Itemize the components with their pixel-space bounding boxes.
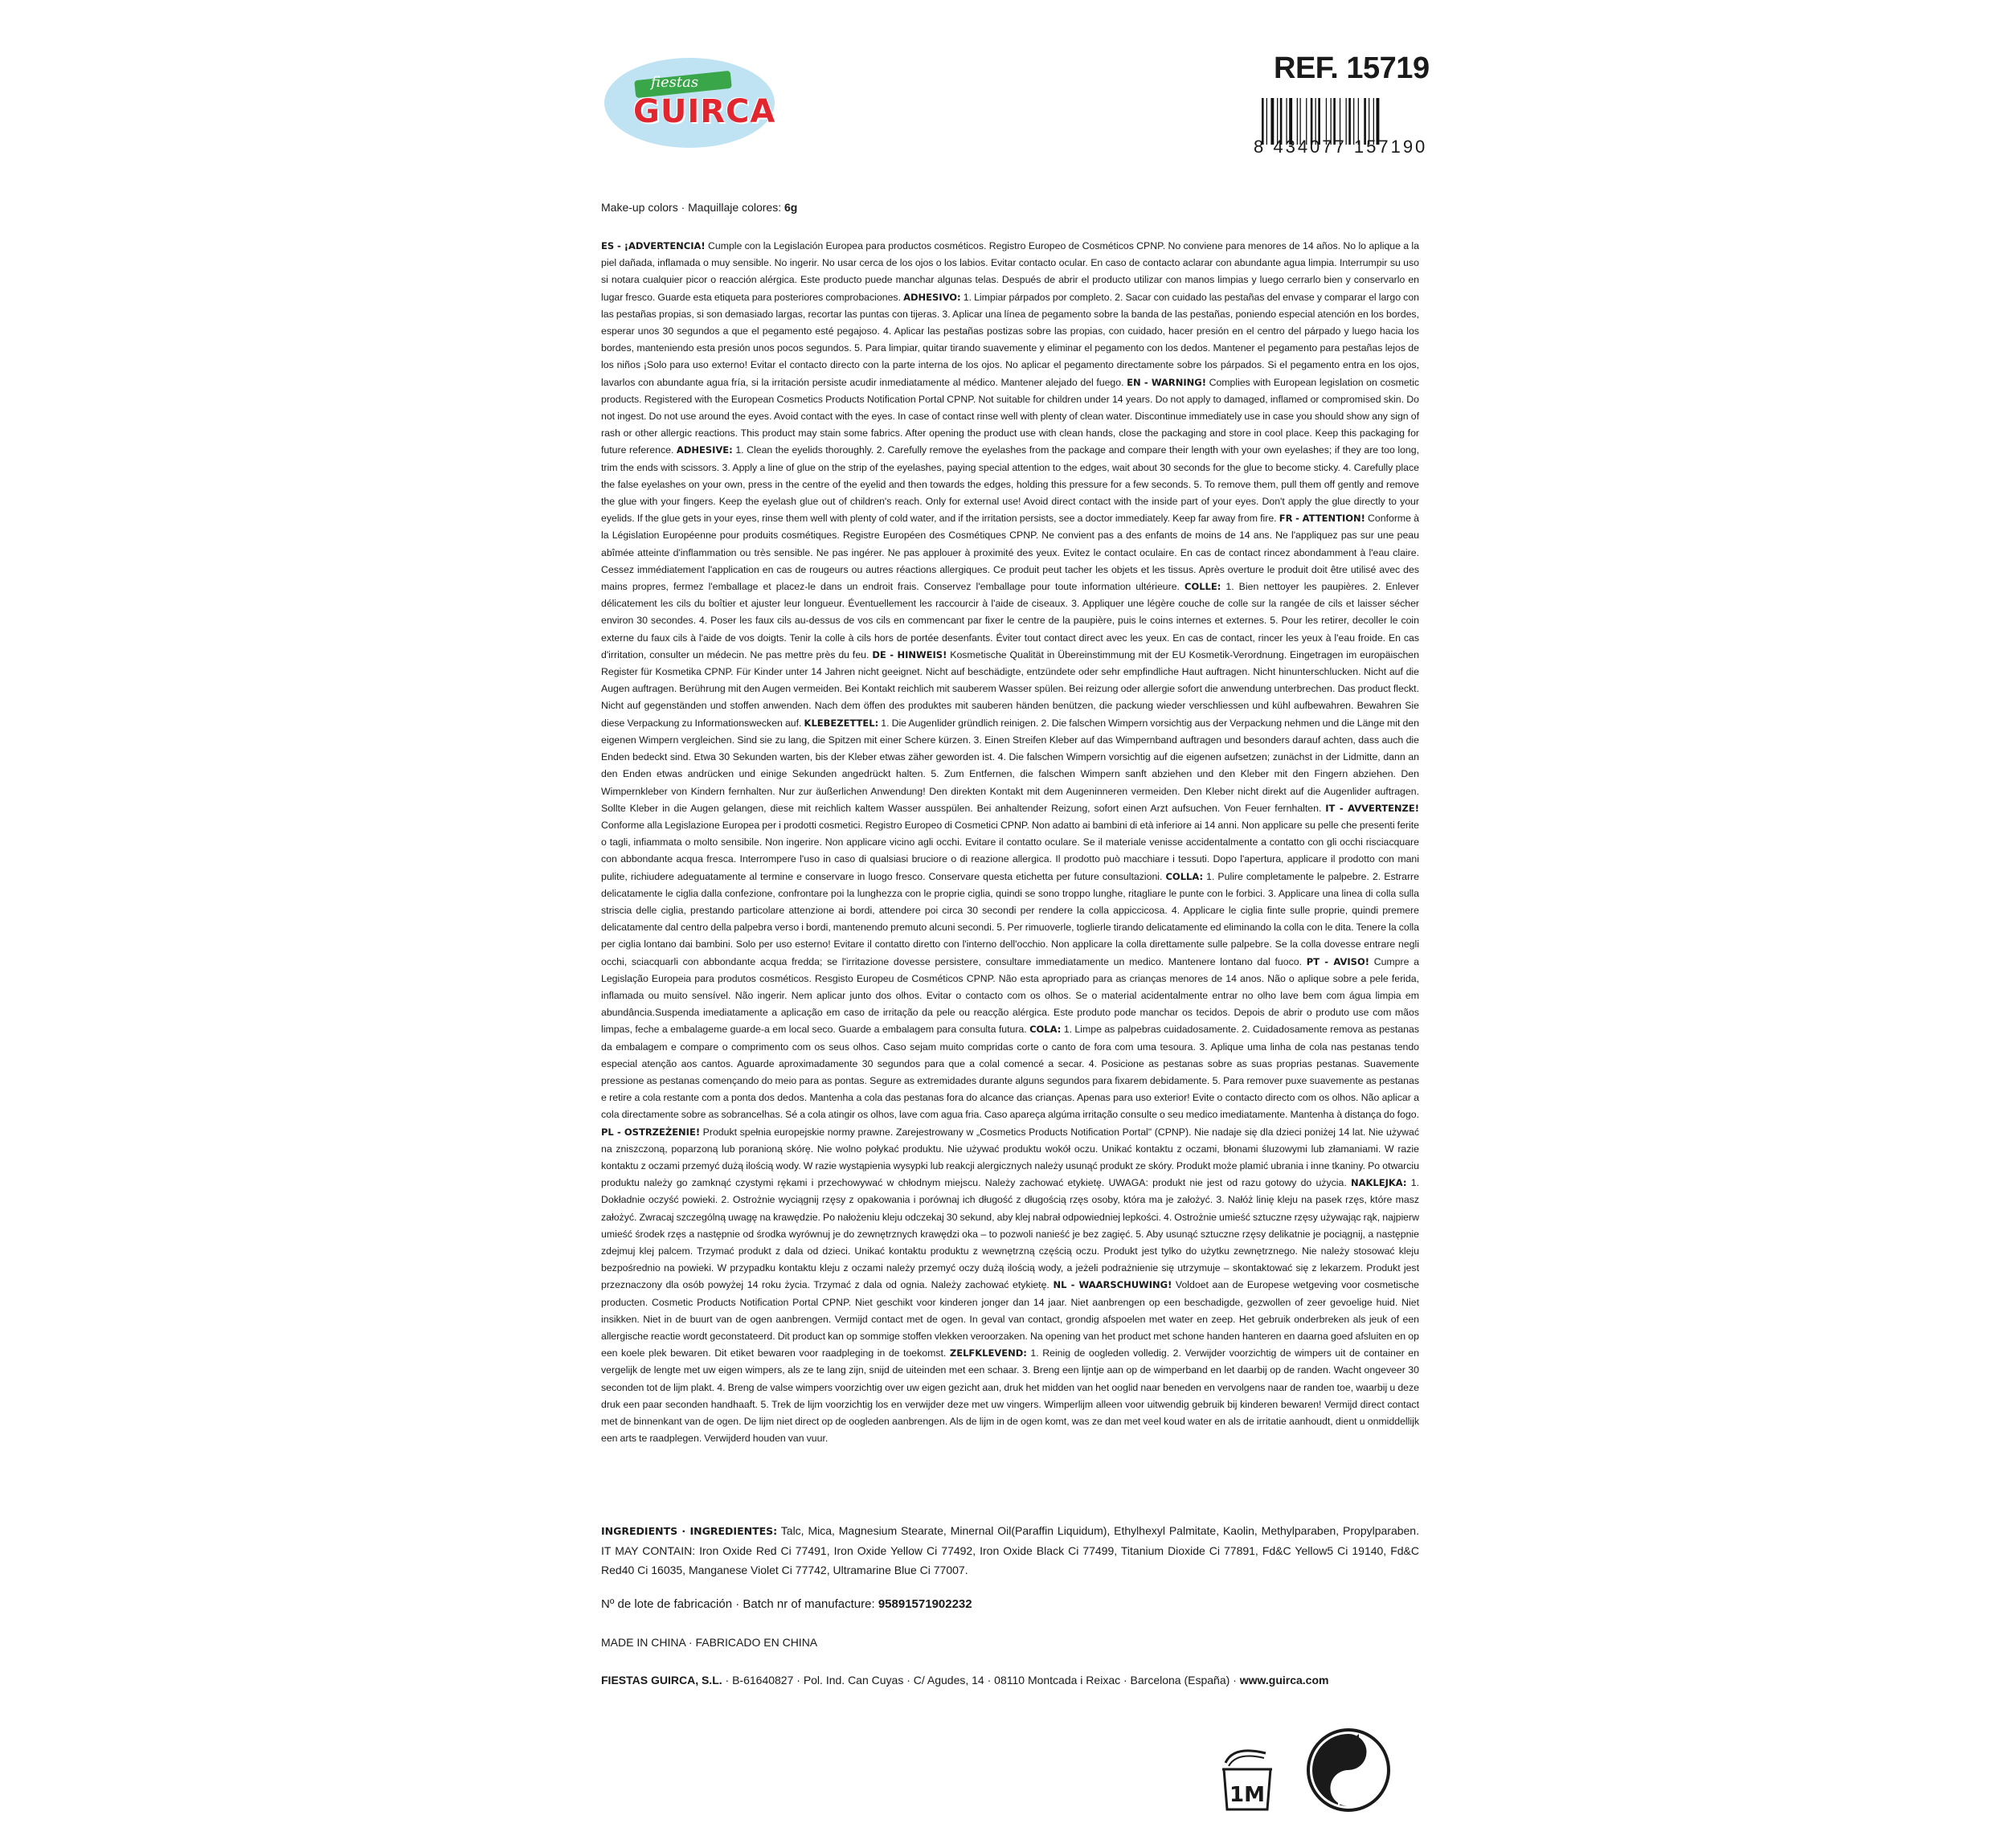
- warning-text: Cumpre a Legislação Europeia para produtos cosméticos. Resgisto Europeu de Cosméticos CPNP. Não esta apropriado para as crianças menores de 14 anos. Não o aplique sobre a pele ferida, inflamada ou muito sensível. Não ingerir. Nem aplicar junto dos olhos. Evitar o contacto com os olhos. Se o material acidentalmente entrar no olho lave bem com água limpia em abundância.Suspenda imediatamente a aplicação em caso de irritação da pele ou reacção alérgica. Este produto pode manchar os tecidos. Depois de abrir o produto use com mãos limpas, feche a embalageme guarde-a em local seco. Guarde a embalagem para consulta futura.: [601, 955, 1419, 1036]
- reference-number: REF. 15719: [1274, 51, 1430, 85]
- warning-text: Cumple con la Legislación Europea para productos cosméticos. Registro Europeo de Cosméticos CPNP. No conviene para menores de 14 años. No lo aplique a la piel dañada, inflamada o muy sensible. No ingerir. No usar cerca de los ojos o los labios. Evitar contacto ocular. En caso de contacto aclarar con abundante agua limpia. Interrumpir su uso si notara cualquier picor o reacción alérgica. Este producto puede manchar algunas telas. Después de abrir el producto utilizar con manos limpias y luego cerrarlo bien y conservarlo en lugar fresco. Guarde esta etiqueta para posteriores comprobaciones.: [601, 240, 1419, 303]
- guirca-logo: [604, 58, 775, 148]
- warnings-text-block: [601, 238, 1419, 1447]
- warning-heading: PL - OSTRZEŻENIE!: [601, 1126, 701, 1138]
- warning-text: Complies with European legislation on cosmetic products. Registered with the European Cosmetics Products Notification Portal CPNP. Not suitable for children under 14 years. Do not apply to damaged, inflamed or compromised skin. Do not ingest. Do not use around the eyes. Avoid contact with the eyes. In case of contact rinse well with plenty of clean water. Discontinue immediately use in case you should show any sign of rash or other allergic reactions. This product may stain some fabrics. After opening the product use with clean hands, close the packaging and store in cool place. Keep this packaging for future reference.: [601, 376, 1419, 456]
- makeup-colors-line: [601, 201, 797, 214]
- warning-heading: IT - AVVERTENZE!: [1325, 802, 1419, 814]
- warning-heading: NAKLEJKA:: [1350, 1177, 1407, 1189]
- warning-text: Conforme à la Législation Européenne pour produits cosmétiques. Registre Européen des Cosmétiques CPNP. Ne convient pas a des enfants de moins de 14 ans. Ne l'appliquez pas sur une peau abîmée atteinte d'inflammation ou très sensible. Ne pas ingérer. Ne pas applouer à proximité des yeux. Evitez le contact oculaire. En cas de contact rincez abondamment à l'eau claire. Cessez immédiatement l'application en cas de rougeurs ou autres réactions allergiques. Ce produit peut tacher les objets et les tissus. Après overture le produit doit être utilisé avec des mains propres, fermez l'emballage et placez-le dans un endroit frais. Conservez l'emballage pour toute information ultérieure.: [601, 513, 1419, 593]
- warning-heading: ZELFKLEVEND:: [949, 1347, 1027, 1359]
- logo-top-text: fiestas: [651, 74, 699, 91]
- batch-number-line: [601, 1597, 972, 1611]
- warning-heading: DE - HINWEIS!: [872, 648, 947, 660]
- warning-heading: PT - AVISO!: [1306, 955, 1369, 967]
- warning-heading: KLEBEZETTEL:: [804, 717, 879, 729]
- green-dot-recycle-icon: [1306, 1727, 1391, 1813]
- batch-value: 95891571902232: [878, 1597, 972, 1611]
- ingredients-block: [601, 1521, 1419, 1580]
- company-web: www.guirca.com: [1239, 1674, 1329, 1687]
- warning-text: 1. Clean the eyelids thoroughly. 2. Carefully remove the eyelashes from the package and compare their length with your own eyelashes; if they are too long, trim the ends with scissors. 3. Apply a line of glue on the strip of the eyelashes, paying special attention to the edges, wait about 30 seconds for the glue to become sticky. 4. Carefully place the false eyelashes on your own, press in the centre of the eyelid and then towards the edges, holding this pressure for a few seconds. 5. To remove them, pull them off gently and remove the glue with your fingers. Keep the eyelash glue out of children's reach. Only for external use! Avoid direct contact with the inside part of your eyes. Don't apply the glue directly to your eyelids. If the glue gets in your eyes, rinse them well with plenty of cold water, and if the irritation persists, see a doctor immediately. Keep far away from fire.: [601, 444, 1420, 525]
- ingredients-text: Talc, Mica, Magnesium Stearate, Minernal Oil(Paraffin Liquidum), Ethylhexyl Palmitate, Kaolin, Methylparaben, Propylparaben. IT MAY CONTAIN: Iron Oxide Red Ci 77491, Iron Oxide Yellow Ci 77492, Iron Oxide Black Ci 77499, Titanium Dioxide Ci 77891, Fd&C Yellow5 Ci 19140, Fd&C Red40 Ci 16035, Manganese Violet Ci 77742, Ultramarine Blue Ci 77007.: [601, 1524, 1419, 1576]
- warning-text: Kosmetische Qualität in Übereinstimmung mit der EU Kosmetik-Verordnung. Eingetragen im europäischen Register für Kosmetika CPNP. Für Kinder unter 14 Jahren nicht geeignet. Nicht auf beschädigte, entzündete oder sehr empfindliche Haut auftragen. Nicht hinunterschlucken. Nicht auf die Augen auftragen. Berührung mit den Augen vermeiden. Bei Kontakt reichlich mit sauberem Wasser spülen. Bei reizung oder allergie sofort die anwendung unterbrechen. Das product fleckt. Nicht auf gegenständen und stoffen anwenden. Nach dem öffen des produktes mit sauberen händen benützen, die packung wieder verschliessen und kühl aufbewahren. Bewahren Sie diese Verpackung zu Informationswecken auf.: [601, 648, 1419, 729]
- barcode-digits: 8 434077 157190: [1254, 137, 1428, 157]
- warning-heading: COLA:: [1029, 1024, 1062, 1036]
- colors-label: Make-up colors · Maquillaje colores:: [601, 201, 784, 214]
- warning-text: 1. Die Augenlider gründlich reinigen. 2. Die falschen Wimpern vorsichtig aus der Verpackung nehmen und die Länge mit den eigenen Wimpern vergleichen. Sind sie zu lang, die Spitzen mit einer Schere kürzen. 3. Einen Streifen Kleber auf das Wimpernband auftragen und besonders darauf achten, dass auch die Enden bedeckt sind. Etwa 30 Sekunden warten, bis der Kleber etwas zäher geworden ist. 4. Die falschen Wimpern vorsichtig auf die eigenen aufsetzen; zunächst in der Lidmitte, dann an den Enden etwas andrücken und einige Sekunden angedrückt halten. 5. Zum Entfernen, die falschen Wimpern sanft abziehen und den Kleber mit den Fingern abziehen. Den Wimpernkleber von Kindern fernhalten. Nur zur äußerlichen Anwendung! Den direkten Kontakt mit dem Augeninneren vermeiden. Den Kleber nicht direkt auf die Augenlider auftragen. Sollte Kleber in die Augen gelangen, diese mit reichlich kaltem Wasser ausspülen. Bei anhaltender Reizung, sofort einen Arzt aufsuchen. Von Feuer fernhalten.: [601, 717, 1419, 814]
- warning-text: 1. Bien nettoyer les paupières. 2. Enlever délicatement les cils du boîtier et ajuster leur longueur. Éventuellement les raccourcir à l'aide de ciseaux. 3. Appliquer une légère couche de colle sur la rangée de cils et laisser sécher environ 30 secondes. 4. Poser les faux cils au-dessus de vos cils en commencant par fixer le centre de la paupière, puis le coins internes et externes. 5. Pour les retirer, decoller le coin externe du faux cils à l'aide de vos doigts. Tenir la colle à cils hors de portée desenfants. Éviter tout contact direct avec les yeux. En cas de contact, rincer les yeux à l'eau froide. En cas d'irritation, consulter un médecin. Ne pas mettre près du feu.: [601, 581, 1419, 660]
- warning-heading: COLLA:: [1165, 870, 1204, 882]
- colors-value: 6g: [784, 201, 798, 214]
- warning-text: 1. Limpe as palpebras cuidadosamente. 2. Cuidadosamente remova as pestanas da embalagem e compare o comprimento com os seus olhos. Caso sejam muito compridas corte o canto de fora com uma tesoura. 3. Aplique uma linha de cola nas pestanas tendo especial atenção aos cantos. Aguarde aproximadamente 30 segundos para que a colal comencé a secar. 4. Posicione as pestanas sobre as suas proprias pestanas. Suavemente pressione as pestanas començando do meio para as pontas. Segure as extremidades durante alguns segundos para fixarem debidamente. 5. Para remover puxe suavemente as pestanas e retire a cola restante com a ponta dos dedos. Mantenha a cola das pestanas fora do alcance das crianças. Apenas para uso exterior! Evite o contacto directo com os olhos. Não aplicar a cola directamente sobre as sobrancelhas. Sé a cola atingir os olhos, lave com agua fria. Caso apareça algúma irritação consulte o seu medico imediatamente. Mantenha à distança do fogo.: [601, 1024, 1419, 1121]
- warning-text: Voldoet aan de Europese wetgeving voor cosmetische producten. Cosmetic Products Notification Portal CPNP. Niet geschikt voor kinderen jonger dan 14 jaar. Niet aanbrengen op een beschadigde, gezwollen of zeer gevoelige huid. Niet insikken. Niet in de buurt van de ogen aanbrengen. Vermijd contact met de ogen. In geval van contact, grondig afspoelen met water en zeep. Het gebruik onderbreken als jeuk of een allergische reactie wordt geconstateerd. Dit product kan op sommige stoffen vlekken veroorzaken. Na opening van het product met schone handen hanteren en daarna goed afsluiten en op een koele plek bewaren. Dit etiket bewaren voor raadpleging in de toekomst.: [601, 1279, 1419, 1359]
- warning-text: Produkt spełnia europejskie normy prawne. Zarejestrowany w „Cosmetics Products Notification Portal" (CPNP). Nie nadaje się dla dzieci poniżej 14 lat. Nie używać na zniszczoną, poparzoną lub poranioną skórę. Nie wolno połykać produktu. Nie używać produktu wokół oczu. Unikać kontaktu z oczami, błonami śluzowymi lub złamaniami. W razie kontaktu z oczami przemyć dużą ilością wody. W razie wystąpienia wysypki lub reakcji alergicznych należy usunąć produkt ze skóry. Produkt może plamić ubrania i inne tkaniny. Po otwarciu produktu należy go zamknąć czystymi rękami i przechowywać w chłodnym miejscu. Należy zachować etykietę. UWAGA: produkt nie jest od razu gotowy do użycia.: [601, 1126, 1419, 1189]
- warning-heading: ADHESIVO:: [903, 291, 961, 303]
- warning-text: Conforme alla Legislazione Europea per i prodotti cosmetici. Registro Europeo di Cosmetici CPNP. Non adatto ai bambini di età inferiore ai 14 anni. Non applicare su pelle che presenti ferite o tagli, infiammata o molto sensibile. Non ingerire. Non applicare vicino agli occhi. Evitare il contatto oculare. Se il materiale venisse accidentalmente a contatto con gli occhi risciacquare con abbondante acqua fresca. Interrompere l'uso in caso di qualsiasi bruciore o di reazione allergica. Il prodotto può macchiare i tessuti. Dopo l'apertura, applicare il prodotto con mani pulite, richiudere adeguatamente al termine e conservare in luogo fresco. Conservare questa etichetta per future consultazioni.: [601, 819, 1419, 882]
- company-line: [601, 1674, 1328, 1687]
- warning-heading: ES - ¡ADVERTENCIA!: [601, 240, 706, 251]
- logo-main-text: GUIRCA: [633, 93, 776, 130]
- warning-heading: EN - WARNING!: [1127, 376, 1206, 388]
- ingredients-label: INGREDIENTS · INGREDIENTES:: [601, 1525, 778, 1537]
- pao-label: 1M: [1230, 1783, 1265, 1807]
- made-in-line: MADE IN CHINA · FABRICADO EN CHINA: [601, 1636, 818, 1649]
- warning-text: 1. Reinig de oogleden volledig. 2. Verwijder voorzichtig de wimpers uit de container en vergelijk de lengte met uw eigen wimpers, als ze te lang zijn, snijd de uiteinden met een schaar. 3. Breng een lijntje aan op de wimperband en let daarbij op de randen. Wacht ongeveer 30 seconden tot de lijm plakt. 4. Breng de valse wimpers voorzichtig over uw eigen gezicht aan, druk het midden van het ooglid naar beneden en vervolgens naar de randen toe, waarbij u deze druk een paar seconden handhaaft. 5. Trek de lijm voorzichtig los en verwijder deze met uw vingers. Wimperlijm alleen voor uitwendig gebruik bij kinderen bewaren! Vermijd direct contact met de binnenkant van de ogen. De lijm niet direct op de oogleden aanbrengen. Als de lijm in de ogen komt, was ze dan met veel koud water en als de irritatie aanhoudt, dient u onmiddellijk een arts te raadplegen. Verwijderd houden van vuur.: [601, 1347, 1419, 1445]
- batch-label: Nº de lote de fabricación · Batch nr of manufacture:: [601, 1597, 878, 1611]
- warning-text: 1. Pulire completamente le palpebre. 2. Estrarre delicatamente le ciglia dalla confezione, confrontare poi la lunghezza con le proprie ciglia, quindi se sono troppo lunghe, ritagliare le punte con le forbici. 3. Applicare una linea di colla sulla striscia delle ciglia, prestando particolare attenzione ai bordi, attendere poi circa 30 secondi per rendere la colla appiccicosa. 4. Applicare le ciglia finte sulle proprie, quindi premere delicatamente dal centro della palpebra verso i bordi, mantenendo premuto alcuni secondi. 5. Per rimuoverle, toglierle tirando delicatamente ed eliminando la colla con le dita. Tenere la colla per ciglia lontano dai bambini. Solo per uso esterno! Evitare il contatto diretto con l'interno dell'occhio. Non applicare la colla direttamente sulle palpebre. Se la colla dovesse entrare negli occhi, sciacquarli con abbondante acqua fredda; se l'irritazione dovesse persistere, consultare immediatamente un medico. Mantenere lontano dal fuoco.: [601, 870, 1419, 967]
- company-name: FIESTAS GUIRCA, S.L.: [601, 1674, 722, 1687]
- warning-heading: COLLE:: [1185, 581, 1221, 593]
- warning-heading: NL - WAARSCHUWING!: [1053, 1279, 1172, 1291]
- company-address: · B-61640827 · Pol. Ind. Can Cuyas · C/ Agudes, 14 · 08110 Montcada i Reixac · Barcelona (España) ·: [722, 1674, 1240, 1687]
- warning-heading: ADHESIVE:: [676, 444, 733, 456]
- warning-heading: FR - ATTENTION!: [1279, 513, 1365, 525]
- warning-text: 1. Dokładnie oczyść powieki. 2. Ostrożnie wyciągnij rzęsy z opakowania i porównaj ich długość z długością rzęs osoby, która ma je założyć. 3. Nałóż linię kleju na pasek rzęs, które masz założyć. Zwracaj szczególną uwagę na krawędzie. Po nałożeniu kleju odczekaj 30 sekund, aby klej nabrał odpowiedniej lepkości. 4. Ostrożnie umieść sztuczne rzęsy używając rąk, najpierw umieść środek rzęs a następnie od środka wyrównuj je do zewnętrznych krawędzi oka – to pozwoli nanieść je bez zagięć. 5. Aby usunąć sztuczne rzęsy delikatnie je pociągnij, a następnie zdejmuj klej palcem. Trzymać produkt z dala od dzieci. Unikać kontaktu produktu z wewnętrzną częścią oczu. Produkt jest tylko do użytku zewnętrznego. Nie należy stosować kleju bezpośrednio na powieki. W przypadku kontaktu kleju z oczami należy przemyć oczy dużą ilością wody, a jeżeli podrażnienie się utrzymuje – skontaktować się z lekarzem. Produkt jest przeznaczony dla osób powyżej 14 roku życia. Trzymać z dala od ognia. Należy zachować etykietę.: [601, 1177, 1419, 1291]
- warning-text: 1. Limpiar párpados por completo. 2. Sacar con cuidado las pestañas del envase y comparar el largo con las pestañas propias, si son demasiado largas, recortar las puntas con tijeras. 3. Aplicar una línea de pegamento sobre la banda de las pestañas, poniendo especial atención en los bordes, esperar unos 30 segundos a que el pegamento esté pegajoso. 4. Aplicar las pestañas postizas sobre las propias, con cuidado, hacer presión en el centro del párpado y luego hacia los bordes, manteniendo esta presión unos pocos segundos. 5. Para limpiar, quitar tirando suavemente y eliminar el pegamento con los dedos. Mantener el pegamento para pestañas lejos de los niños ¡Solo para uso externo! Evitar el contacto directo con la parte interna de los ojos. No aplicar el pegamento directamente sobre los párpados. Si el pegamento entra en los ojos, lavarlos con abundante agua fría, si la irritación persiste acudir inmediatamente al médico. Mantener alejado del fuego.: [601, 291, 1420, 388]
- period-after-opening-icon: [1217, 1742, 1277, 1813]
